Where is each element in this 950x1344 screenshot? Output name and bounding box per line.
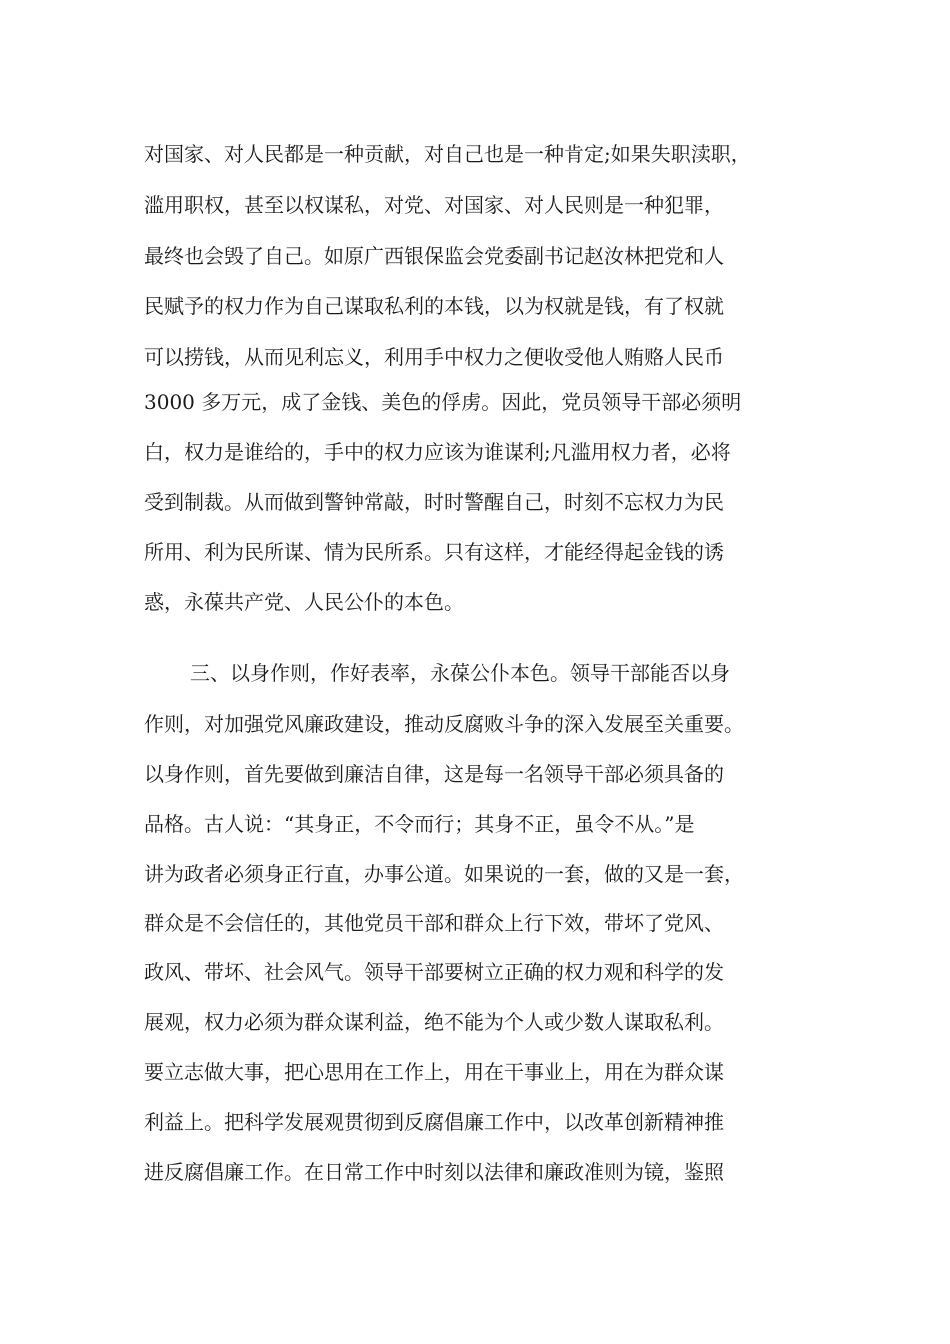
- paragraph-line: 政风、带坏、社会风气。领导干部要树立正确的权力观和科学的发: [144, 960, 724, 984]
- paragraph-line: 品格。古人说：“其身正，不令而行；其身不正，虽令不从。”是: [144, 812, 695, 836]
- paragraph-line: 讲为政者必须身正行直，办事公道。如果说的一套，做的又是一套，: [144, 862, 744, 886]
- paragraph-line: 作则，对加强党风廉政建设，推动反腐败斗争的深入发展至关重要。: [144, 712, 744, 736]
- paragraph-line: 对国家、对人民都是一种贡献，对自己也是一种肯定;如果失职渎职，: [144, 142, 751, 166]
- paragraph-line: 利益上。把科学发展观贯彻到反腐倡廉工作中，以改革创新精神推: [144, 1110, 724, 1134]
- paragraph-line: 白，权力是谁给的，手中的权力应该为谁谋利;凡滥用权力者，必将: [144, 440, 731, 464]
- paragraph-line: 民赋予的权力作为自己谋取私利的本钱，以为权就是钱，有了权就: [144, 294, 724, 318]
- paragraph-line: 群众是不会信任的，其他党员干部和群众上行下效，带坏了党风、: [144, 911, 724, 935]
- paragraph-line: 惑，永葆共产党、人民公仆的本色。: [144, 590, 464, 614]
- paragraph-line: 进反腐倡廉工作。在日常工作中时刻以法律和廉政准则为镜，鉴照: [144, 1160, 724, 1184]
- paragraph-line: 受到制裁。从而做到警钟常敲，时时警醒自己，时刻不忘权力为民: [144, 490, 724, 514]
- paragraph-line: 要立志做大事，把心思用在工作上，用在干事业上，用在为群众谋: [144, 1060, 724, 1084]
- paragraph-line: 最终也会毁了自己。如原广西银保监会党委副书记赵汝林把党和人: [144, 244, 724, 268]
- paragraph-line: 可以捞钱，从而见利忘义，利用手中权力之便收受他人贿赂人民币: [144, 345, 724, 369]
- paragraph-line: 3000 多万元，成了金钱、美色的俘虏。因此，党员领导干部必须明: [144, 390, 742, 414]
- paragraph-line: 展观，权力必须为群众谋利益，绝不能为个人或少数人谋取私利。: [144, 1010, 724, 1034]
- paragraph-line: 滥用职权，甚至以权谋私，对党、对国家、对人民则是一种犯罪，: [144, 193, 724, 217]
- paragraph-line: 所用、利为民所谋、情为民所系。只有这样，才能经得起金钱的诱: [144, 540, 724, 564]
- paragraph-line: 三、以身作则，作好表率，永葆公仆本色。领导干部能否以身: [190, 661, 730, 685]
- paragraph-line: 以身作则，首先要做到廉洁自律，这是每一名领导干部必须具备的: [144, 762, 724, 786]
